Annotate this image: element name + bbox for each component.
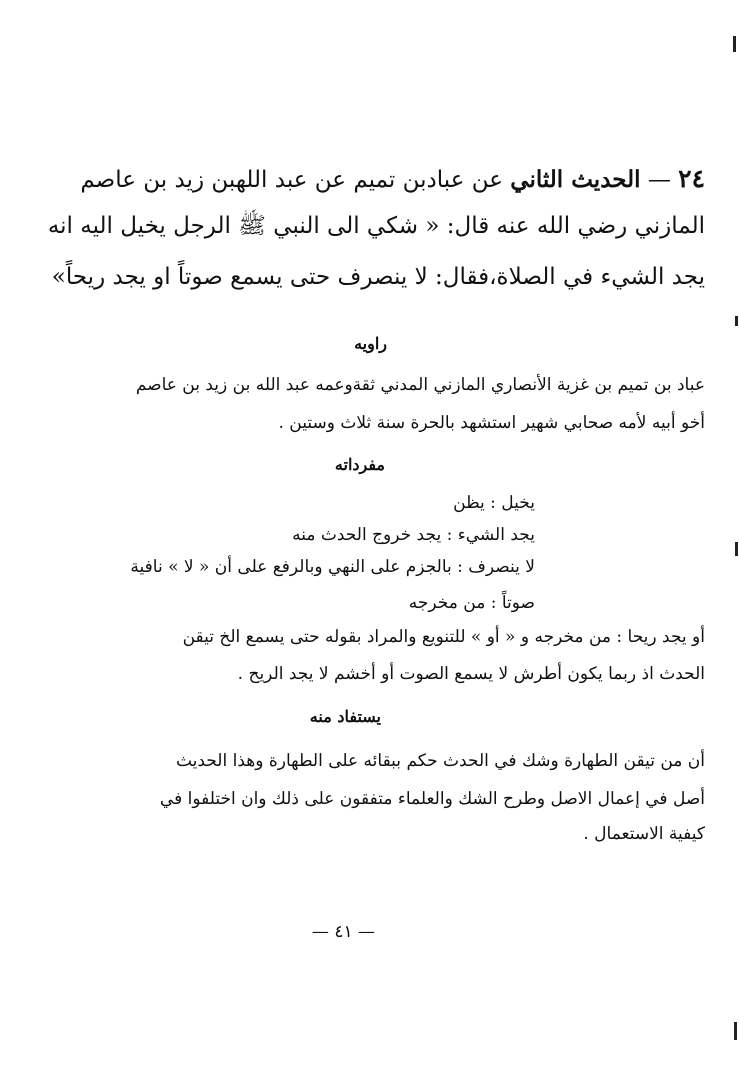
- vocabulary-line-5: أو يجد ريحا : من مخرجه و « أو » للتنويع والمراد بقوله حتى يسمع الخ تيقن: [182, 627, 705, 647]
- hadith-dash: —: [647, 167, 671, 193]
- narrator-line-2: أخو أبيه لأمه صحابي شهير استشهد بالحرة سنة ثلاث وستين .: [278, 413, 705, 433]
- hadith-line-2: المازني رضي الله عنه قال: « شكي الى النبي ﷺ الرجل يخيل اليه انه: [47, 213, 705, 239]
- hadith-text: عن عبادبن تميم عن عبد اللهبن زيد بن عاصم: [80, 167, 503, 193]
- page-number: — ٤١ —: [311, 922, 375, 942]
- hadith-label: الحديث الثاني: [510, 166, 641, 193]
- vocabulary-item: يجد الشيء : يجد خروج الحدث منه: [292, 525, 535, 545]
- margin-mark: [735, 316, 738, 326]
- margin-mark: [733, 36, 736, 52]
- vocabulary-item: لا ينصرف : بالجزم على النهي وبالرفع على أن « لا » نافية: [130, 557, 535, 577]
- benefits-line-1: أن من تيقن الطهارة وشك في الحدث حكم ببقائه على الطهارة وهذا الحديث: [175, 751, 705, 771]
- vocabulary-item: صوتاً : من مخرجه: [408, 593, 535, 613]
- hadith-line-1: [80, 166, 705, 192]
- vocabulary-line-6: الحدث اذ ربما يكون أطرش لا يسمع الصوت أو أخشم لا يجد الريح .: [237, 664, 705, 684]
- benefits-heading: يستفاد منه: [309, 707, 381, 726]
- hadith-line-3: يجد الشيء في الصلاة،فقال: لا ينصرف حتى يسمع صوتاً او يجد ريحاً»: [51, 264, 705, 290]
- narrator-heading: راويه: [354, 334, 387, 353]
- benefits-line-3: كيفية الاستعمال .: [583, 824, 705, 844]
- benefits-line-2: أصل في إعمال الاصل وطرح الشك والعلماء متفقون على ذلك وان اختلفوا في: [159, 789, 705, 809]
- vocabulary-item: يخيل : يظن: [453, 493, 535, 513]
- margin-mark: [734, 1022, 737, 1040]
- narrator-line-1: عباد بن تميم بن غزية الأنصاري المازني المدني ثقةوعمه عبد الله بن زيد بن عاصم: [135, 375, 705, 395]
- hadith-number: ٢٤: [678, 164, 705, 193]
- vocabulary-heading: مفرداته: [334, 455, 385, 474]
- margin-mark: [735, 542, 738, 556]
